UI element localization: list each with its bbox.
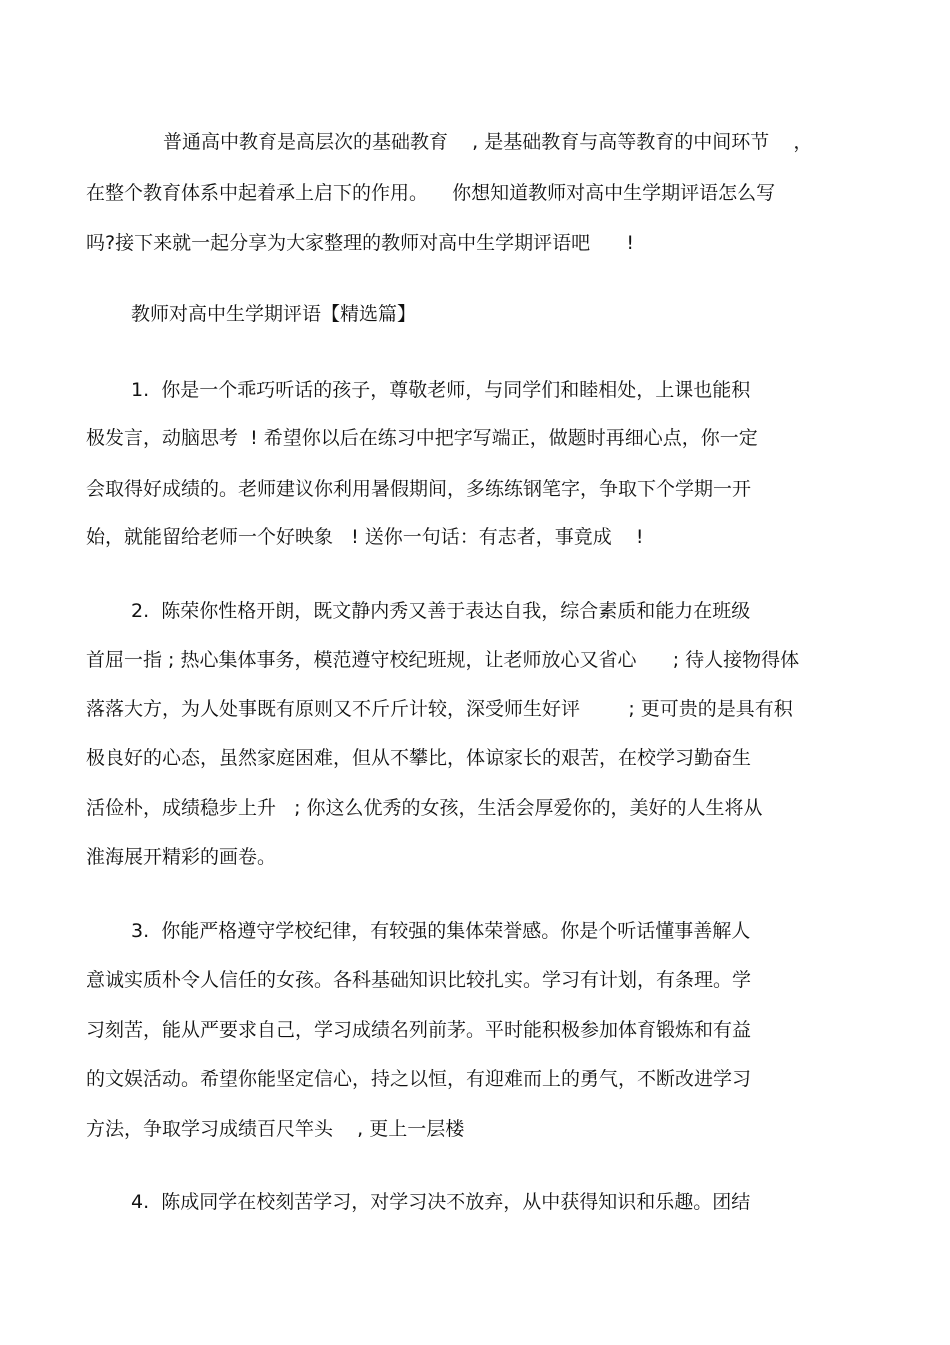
comment-1-line-2: 极发言，动脑思考 ! 希望你以后在练习中把字写端正，做题时再细心点，你一定 (86, 427, 758, 449)
comment-2-line-3: 落落大方，为人处事既有原则又不斤斤计较，深受师生好评 ; 更可贵的是具有积 (86, 698, 793, 720)
comment-2-line-5: 活俭朴，成绩稳步上升 ; 你这么优秀的女孩，生活会厚爱你的，美好的人生将从 (86, 797, 763, 819)
comment-4-line-1: 4. 陈成同学在校刻苦学习，对学习决不放弃，从中获得知识和乐趣。团结 (131, 1191, 751, 1213)
comment-3-line-3: 习刻苦，能从严要求自己，学习成绩名列前茅。平时能积极参加体育锻炼和有益 (86, 1019, 752, 1041)
comment-2-line-4: 极良好的心态，虽然家庭困难，但从不攀比，体谅家长的艰苦，在校学习勤奋生 (86, 747, 752, 769)
comment-3-line-1: 3. 你能严格遵守学校纪律，有较强的集体荣誉感。你是个听话懂事善解人 (131, 920, 751, 942)
intro-line-1: 普通高中教育是高层次的基础教育 , 是基础教育与高等教育的中间环节 ， (163, 131, 813, 153)
comment-3-line-2: 意诚实质朴令人信任的女孩。各科基础知识比较扎实。学习有计划，有条理。学 (86, 969, 752, 991)
intro-line-3: 吗?接下来就一起分享为大家整理的教师对高中生学期评语吧 ! (86, 232, 634, 254)
section-heading: 教师对高中生学期评语【精选篇】 (131, 303, 417, 325)
comment-2-line-1: 2. 陈荣你性格开朗，既文静内秀又善于表达自我，综合素质和能力在班级 (131, 600, 751, 622)
comment-3-line-4: 的文娱活动。希望你能坚定信心，持之以恒，有迎难而上的勇气，不断改进学习 (86, 1068, 752, 1090)
comment-1-line-4: 始，就能留给老师一个好映象 ! 送你一句话：有志者，事竟成 ! (86, 526, 644, 548)
comment-1-line-1: 1. 你是一个乖巧听话的孩子，尊敬老师，与同学们和睦相处，上课也能积 (131, 379, 751, 401)
comment-2-line-2: 首屈一指 ; 热心集体事务，模范遵守校纪班规，让老师放心又省心 ; 待人接物得体 (86, 649, 800, 671)
intro-line-2: 在整个教育体系中起着承上启下的作用。 你想知道教师对高中生学期评语怎么写 (86, 182, 776, 204)
comment-3-line-5: 方法，争取学习成绩百尺竿头 , 更上一层楼 (86, 1118, 465, 1140)
comment-1-line-3: 会取得好成绩的。老师建议你利用暑假期间，多练练钢笔字，争取下个学期一开 (86, 478, 752, 500)
comment-2-line-6: 淮海展开精彩的画卷。 (86, 846, 277, 868)
